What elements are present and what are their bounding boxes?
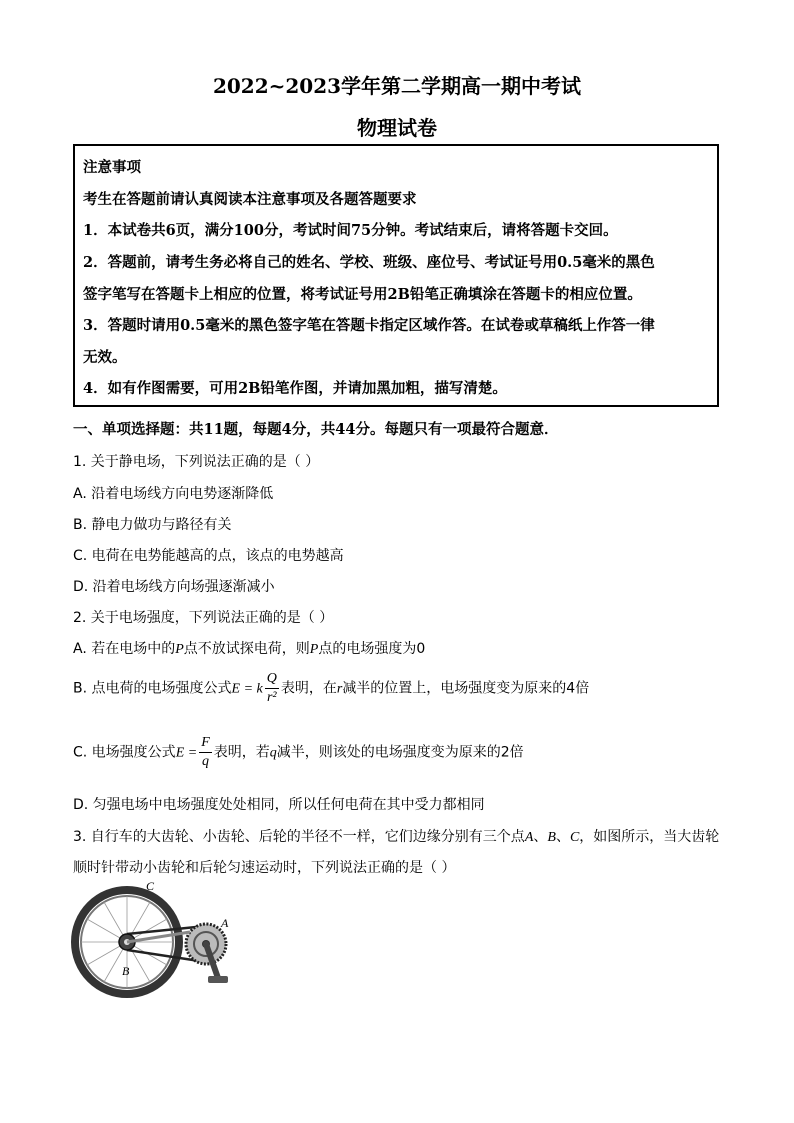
q1-stem: 1. 关于静电场，下列说法正确的是（ ） xyxy=(73,454,320,470)
q1-option-c: C. 电荷在电势能越高的点，该点的电势越高 xyxy=(73,548,344,564)
q3-stem-line1: 3. 自行车的大齿轮、小齿轮、后轮的半径不一样，它们边缘分别有三个点A、B、C，如图所示，当大齿轮 xyxy=(73,829,720,845)
bicycle-drivetrain-figure xyxy=(66,880,246,1000)
label-a: A xyxy=(221,916,229,930)
fraction: $\frac{Q}{\text{r²}}$ xyxy=(266,671,277,705)
notice-item-3-cont: 无效。 xyxy=(83,349,127,366)
q1-option-b: B. 静电力做功与路径有关 xyxy=(73,517,232,533)
fraction: $\frac{F}{q}$ xyxy=(201,735,210,769)
notice-heading: 注意事项 xyxy=(83,159,141,176)
q2-option-c: C. 电场强度公式E = $\frac{F}{q}$ 表明，若q减半，则该处的电场强度变为原来的2倍 xyxy=(73,735,524,769)
pedal xyxy=(208,976,228,983)
q1-option-a: A. 沿着电场线方向电势逐渐降低 xyxy=(73,486,274,502)
label-c: C xyxy=(146,880,155,893)
q2-option-a: A. 若在电场中的P点不放试探电荷，则P点的电场强度为0 xyxy=(73,641,426,657)
notice-intro: 考生在答题前请认真阅读本注意事项及各题答题要求 xyxy=(83,191,417,208)
q3-stem-line2: 顺时针带动小齿轮和后轮匀速运动时，下列说法正确的是（ ） xyxy=(73,860,456,876)
q2-option-b: B. 点电荷的电场强度公式E = k $\frac{Q}{\text{r²}}$ 表明，在r减半的位置上，电场强度变为原来的4倍 xyxy=(73,671,590,705)
notice-item-2-cont: 签字笔写在答题卡上相应的位置，将考试证号用2B铅笔正确填涂在答题卡的相应位置。 xyxy=(83,286,642,303)
label-b: B xyxy=(122,964,130,978)
notice-item-1: 1．本试卷共6页，满分100分，考试时间75分钟。考试结束后，请将答题卡交回。 xyxy=(83,222,618,239)
q2-stem: 2. 关于电场强度，下列说法正确的是（ ） xyxy=(73,610,334,626)
q1-option-d: D. 沿着电场线方向场强逐渐减小 xyxy=(73,579,275,595)
notice-item-2: 2．答题前，请考生务必将自己的姓名、学校、班级、座位号、考试证号用0.5毫米的黑色 xyxy=(83,254,655,271)
notice-box xyxy=(73,144,719,407)
notice-item-3: 3．答题时请用0.5毫米的黑色签字笔在答题卡指定区域作答。在试卷或草稿纸上作答一律 xyxy=(83,317,655,334)
notice-item-4: 4．如有作图需要，可用2B铅笔作图，并请加黑加粗，描写清楚。 xyxy=(83,380,507,397)
q2-option-d: D. 匀强电场中电场强度处处相同，所以任何电荷在其中受力都相同 xyxy=(73,797,485,813)
section-heading: 一、单项选择题：共11题，每题4分，共44分。每题只有一项最符合题意． xyxy=(73,421,559,438)
formula-lhs: E = k xyxy=(231,681,263,697)
formula-lhs: E = xyxy=(175,745,198,761)
exam-subtitle: 物理试卷 xyxy=(357,116,437,140)
exam-title: 2022~2023学年第二学期高一期中考试 xyxy=(212,74,582,98)
